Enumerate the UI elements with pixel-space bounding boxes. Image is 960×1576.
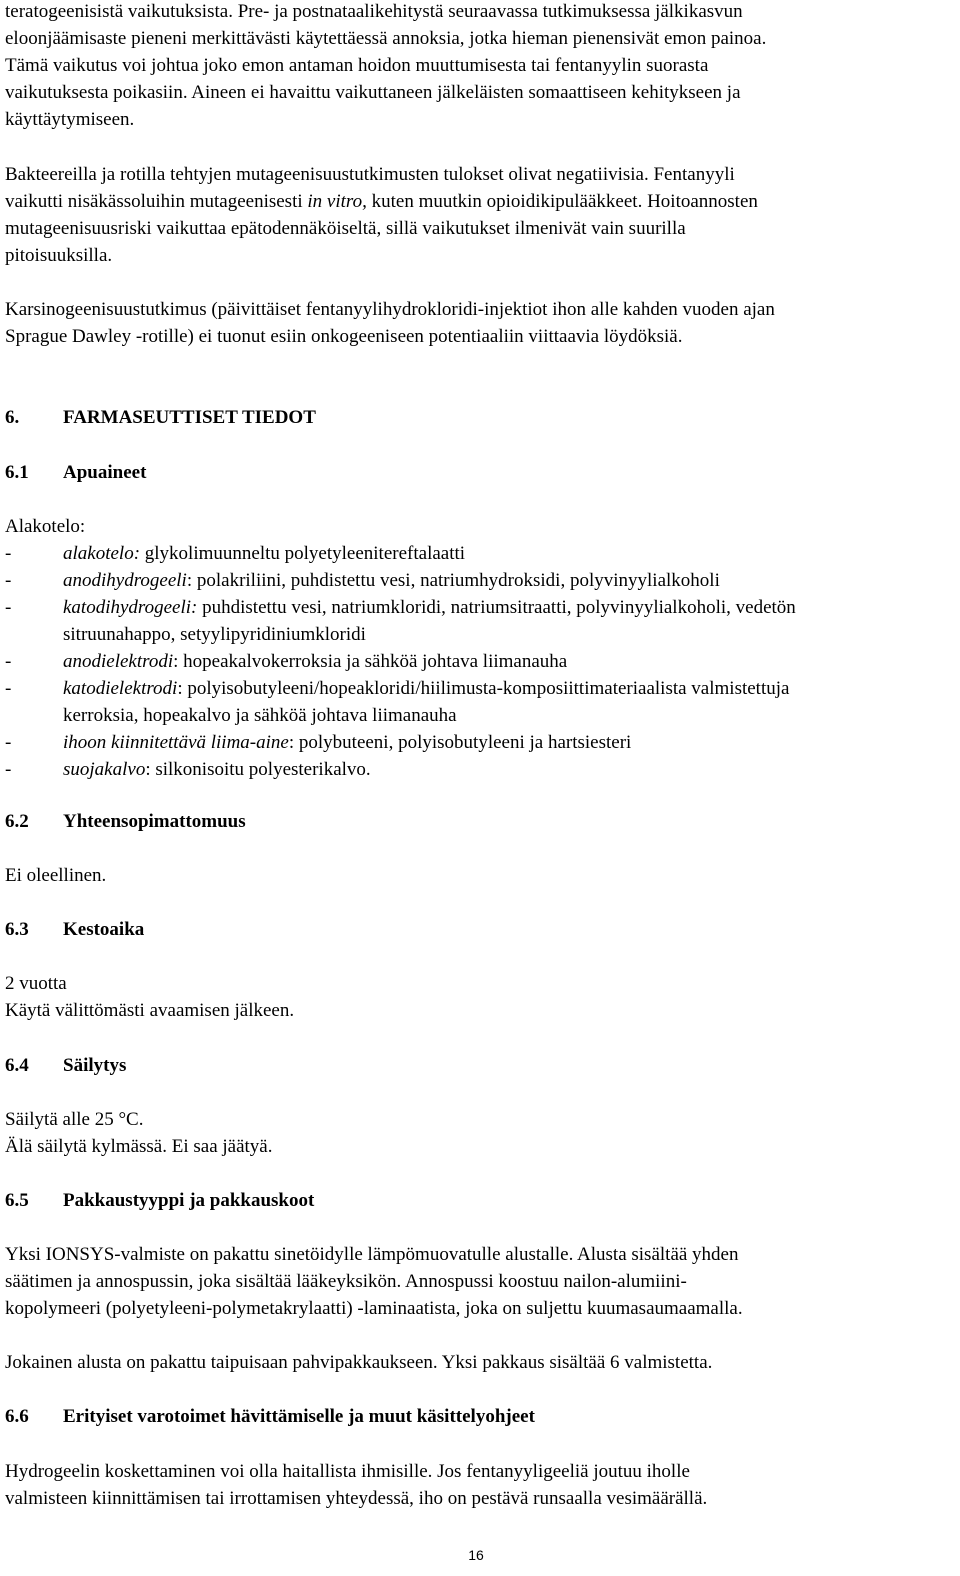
list-bullet: - <box>5 759 12 780</box>
section-number: 6.2 <box>5 811 29 832</box>
text-run: : hopeakalvokerroksia ja sähköä johtava liimanauha <box>173 651 568 672</box>
section-heading <box>5 1405 535 1429</box>
section-number: 6.3 <box>5 919 29 940</box>
text-run: : polybuteeni, polyisobutyleeni ja hartsiesteri <box>288 732 632 753</box>
text-line: Säilytä alle 25 °C. <box>5 1109 144 1130</box>
section-title: Kestoaika <box>63 919 145 940</box>
text-line: Karsinogeenisuustutkimus (päivittäiset fentanyylihydrokloridi-injektiot ihon alle kahden vuoden ajan <box>5 299 775 320</box>
italic-term: suojakalvo <box>63 759 146 780</box>
list-item-continuation: kerroksia, hopeakalvo ja sähköä johtava liimanauha <box>63 705 457 726</box>
section-title: FARMASEUTTISET TIEDOT <box>63 407 316 428</box>
text-line: pitoisuuksilla. <box>5 245 113 266</box>
page-number: 16 <box>468 1547 484 1563</box>
list-bullet: - <box>5 543 12 564</box>
text-run: : polakriliini, puhdistettu vesi, natriumhydroksidi, polyvinyylialkoholi <box>186 570 720 591</box>
text-line <box>5 190 758 214</box>
text-line: eloonjäämisaste pieneni merkittävästi käytettäessä annoksia, jotka hieman pienensivät emon painoa. <box>5 28 767 49</box>
text-line: valmisteen kiinnittämisen tai irrottamisen yhteydessä, iho on pestävä runsaalla vesimäärällä. <box>5 1488 708 1509</box>
text-line: Käytä välittömästi avaamisen jälkeen. <box>5 1000 295 1021</box>
text-line: mutageenisuusriski vaikuttaa epätodennäköiseltä, sillä vaikutukset ilmenivät vain suurilla <box>5 218 686 239</box>
italic-term: katodihydrogeeli: <box>63 597 198 618</box>
text-run: kuten muutkin opioidikipulääkkeet. Hoitoannosten <box>366 191 758 212</box>
text-run: : silkonisoitu polyesterikalvo. <box>145 759 371 780</box>
text-line: Ei oleellinen. <box>5 865 107 886</box>
section-heading <box>5 810 246 834</box>
italic-term: alakotelo: <box>63 543 141 564</box>
section-title: Yhteensopimattomuus <box>63 811 246 832</box>
text-line: vaikutuksesta poikasiin. Aineen ei havaittu vaikuttaneen jälkeläisten somaattiseen kehitykseen ja <box>5 82 741 103</box>
list-item <box>63 677 789 701</box>
text-line: käyttäytymiseen. <box>5 109 135 130</box>
italic-term: ihoon kiinnitettävä liima-aine <box>63 732 289 753</box>
italic-term: anodihydrogeeli <box>63 570 187 591</box>
text-line: Tämä vaikutus voi johtua joko emon antaman hoidon muuttumisesta tai fentanyylin suorasta <box>5 55 709 76</box>
section-title: Erityiset varotoimet hävittämiselle ja muut käsittelyohjeet <box>63 1406 535 1427</box>
section-heading <box>5 406 316 430</box>
text-line: Hydrogeelin koskettaminen voi olla haitallista ihmisille. Jos fentanyyligeeliä joutuu iholle <box>5 1461 690 1482</box>
list-bullet: - <box>5 732 12 753</box>
text-run: vaikutti nisäkässoluihin mutageenisesti <box>5 191 308 212</box>
list-item <box>63 758 371 782</box>
section-title: Pakkaustyyppi ja pakkauskoot <box>63 1190 315 1211</box>
italic-term: katodielektrodi <box>63 678 178 699</box>
section-heading <box>5 461 146 485</box>
section-number: 6.1 <box>5 462 29 483</box>
text-line: Yksi IONSYS-valmiste on pakattu sinetöidylle lämpömuovatulle alustalle. Alusta sisältää yhden <box>5 1244 739 1265</box>
list-item <box>63 650 567 674</box>
list-item <box>63 596 796 620</box>
text-line: kopolymeeri (polyetyleeni-polymetakrylaatti) -laminaatista, joka on suljettu kuumasaumaamalla. <box>5 1298 743 1319</box>
list-bullet: - <box>5 597 12 618</box>
section-heading <box>5 918 144 942</box>
section-title: Säilytys <box>63 1055 127 1076</box>
text-run: : polyisobutyleeni/hopeakloridi/hiilimusta-komposiittimateriaalista valmistettuja <box>177 678 790 699</box>
section-title: Apuaineet <box>63 462 147 483</box>
text-run: glykolimuunneltu polyetyleenitereftalaatti <box>140 543 466 564</box>
section-heading <box>5 1054 126 1078</box>
list-item-continuation: sitruunahappo, setyylipyridiniumkloridi <box>63 624 366 645</box>
text-line: Älä säilytä kylmässä. Ei saa jäätyä. <box>5 1136 273 1157</box>
section-heading <box>5 1189 314 1213</box>
list-item <box>63 731 631 755</box>
text-line: Alakotelo: <box>5 516 86 537</box>
list-item <box>63 569 720 593</box>
section-number: 6. <box>5 407 20 428</box>
text-line: säätimen ja annospussin, joka sisältää lääkeyksikön. Annospussi koostuu nailon-alumiini- <box>5 1271 687 1292</box>
text-line: 2 vuotta <box>5 973 67 994</box>
italic-term: in vitro, <box>307 191 367 212</box>
italic-term: anodielektrodi <box>63 651 174 672</box>
section-number: 6.5 <box>5 1190 29 1211</box>
section-number: 6.4 <box>5 1055 29 1076</box>
text-run: puhdistettu vesi, natriumkloridi, natriumsitraatti, polyvinyylialkoholi, vedetön <box>197 597 796 618</box>
text-line: Bakteereilla ja rotilla tehtyjen mutageenisuustutkimusten tulokset olivat negatiivisia. Fentanyyli <box>5 164 735 185</box>
list-bullet: - <box>5 678 12 699</box>
list-bullet: - <box>5 570 12 591</box>
section-number: 6.6 <box>5 1406 29 1427</box>
text-line: Jokainen alusta on pakattu taipuisaan pahvipakkaukseen. Yksi pakkaus sisältää 6 valmistetta. <box>5 1352 713 1373</box>
text-line: Sprague Dawley -rotille) ei tuonut esiin onkogeeniseen potentiaaliin viittaavia löydöksiä. <box>5 326 683 347</box>
list-bullet: - <box>5 651 12 672</box>
list-item <box>63 542 465 566</box>
text-line: teratogeenisistä vaikutuksista. Pre- ja postnataalikehitystä seuraavassa tutkimuksessa jälkikasvun <box>5 1 743 22</box>
